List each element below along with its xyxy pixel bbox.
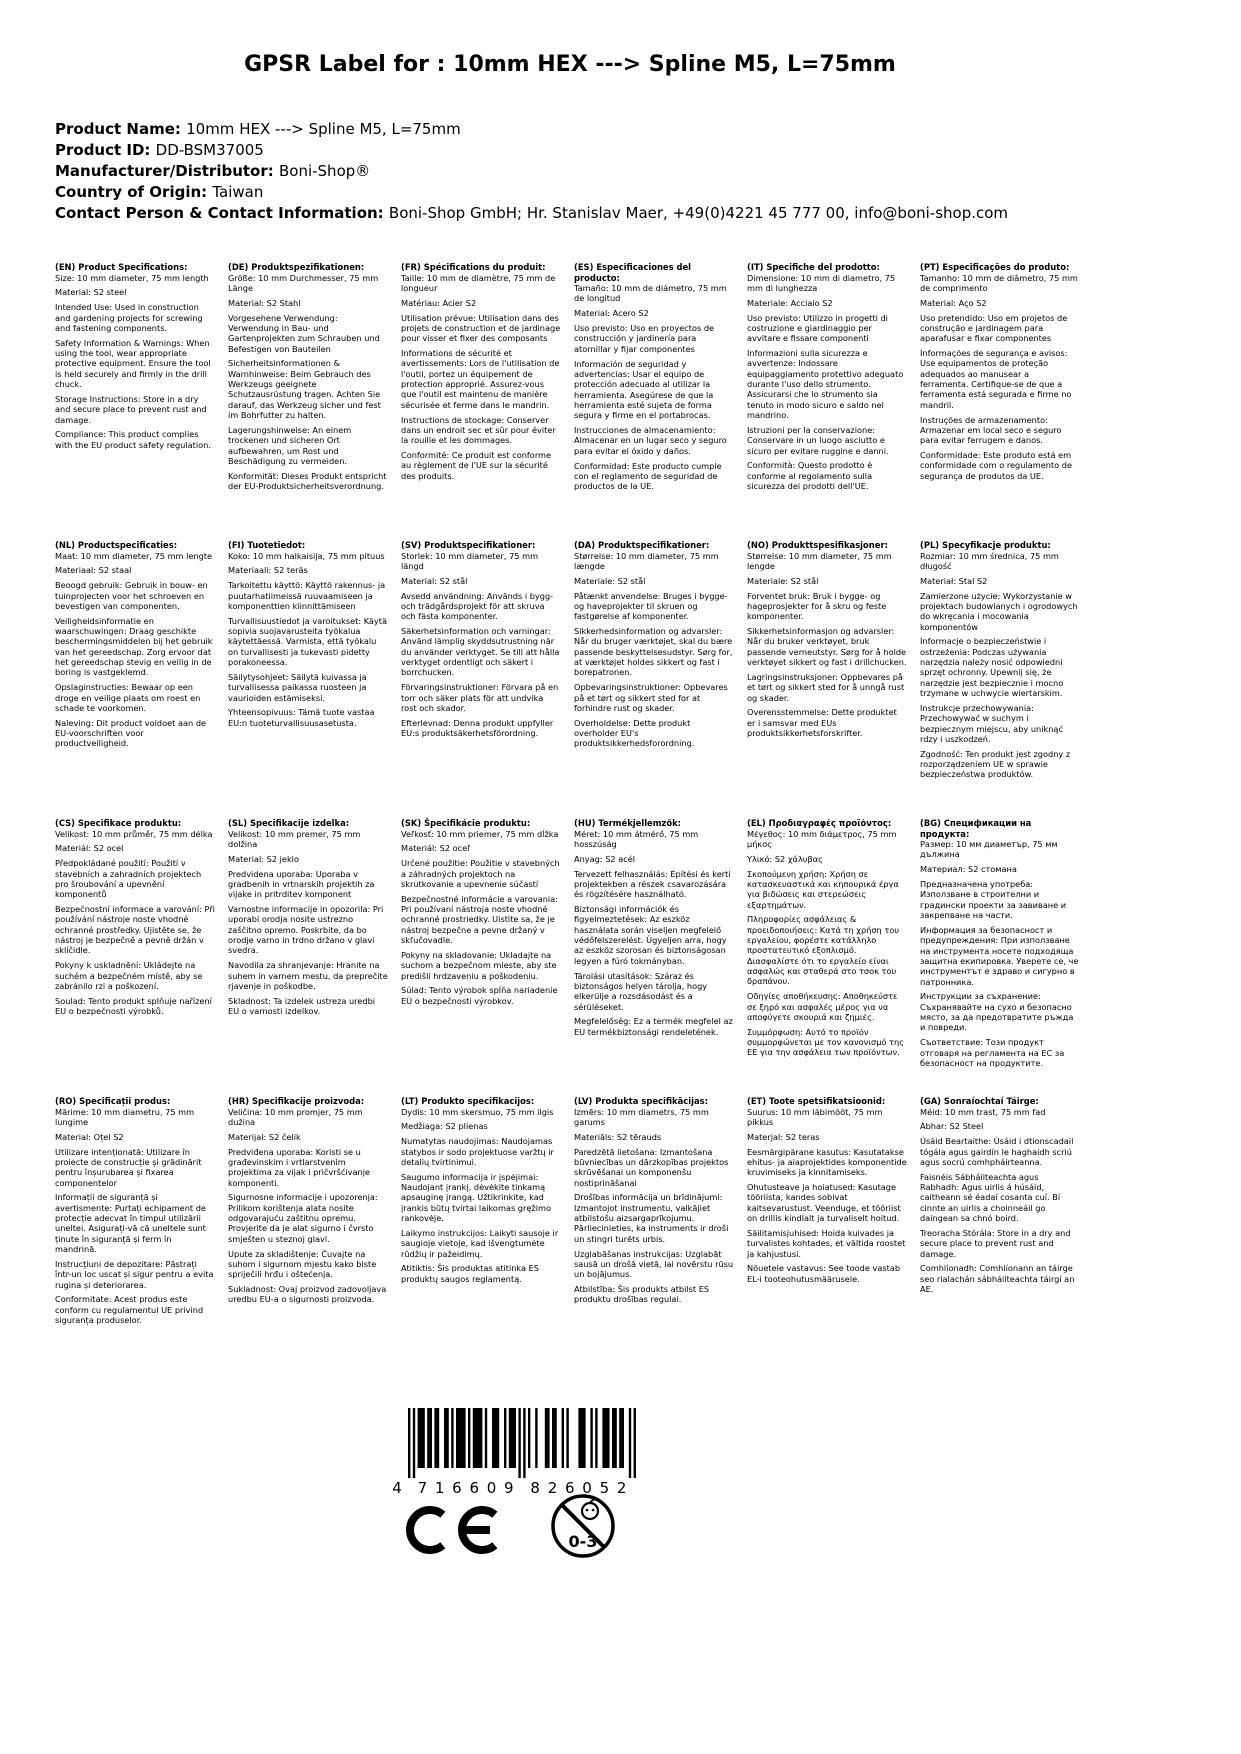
block-paragraph: Matériau: Acier S2: [401, 297, 477, 308]
barcode-bar: [562, 1408, 564, 1468]
block-title: (EN) Product Specifications:: [55, 262, 188, 272]
block-paragraph: Compliance: This product complies with the EU product safety regulation.: [55, 429, 211, 450]
block-paragraph: Maat: 10 mm diameter, 75 mm lengte: [55, 550, 213, 561]
barcode-bar: [427, 1408, 432, 1468]
block-paragraph: Materiaal: S2 staal: [55, 565, 132, 576]
block-paragraph: Úsáid Beartaithe: Úsáid i dtionscadail tógála agus gairdín le haghaidh scriú agus socrú comhpháirteanna.: [920, 1136, 1074, 1167]
block-paragraph: Méid: 10 mm trast, 75 mm fad: [920, 1106, 1046, 1117]
barcode-bar: [485, 1408, 487, 1468]
language-block-pl: [920, 540, 1080, 784]
block-paragraph: Material: S2 Stahl: [228, 297, 301, 308]
language-block-ga: [920, 1096, 1080, 1299]
block-title: (GA) Sonraíochtaí Táirge:: [920, 1096, 1039, 1106]
block-paragraph: Предназначена употреба: Използване в строителни и градински проекти за завиване и закрепване на части.: [920, 879, 1067, 921]
barcode-bar: [566, 1408, 568, 1468]
info-label: Country of Origin:: [55, 183, 213, 201]
block-title: (CS) Specifikace produktu:: [55, 818, 182, 828]
barcode-bar: [535, 1408, 537, 1468]
block-paragraph: Οδηγίες αποθήκευσης: Αποθηκεύστε σε ξηρό και ασφαλές μέρος για να αποφύγετε σκουριά και ζημιές.: [747, 991, 898, 1022]
block-title: (PL) Specyfikacje produktu:: [920, 540, 1051, 550]
language-block-es: [574, 262, 734, 496]
block-paragraph: Instrukcje przechowywania: Przechowywać w suchym i bezpiecznym miejscu, aby uniknąć rdzy i uszkodzeń.: [920, 702, 1063, 744]
barcode-bar: [578, 1408, 585, 1468]
barcode-bar: [456, 1408, 466, 1468]
block-paragraph: Ábhar: S2 Steel: [920, 1121, 984, 1132]
info-value: Taiwan: [212, 183, 264, 201]
block-paragraph: Predviđena uporaba: Koristi se u građevinskim i vrtlarstvenim projektima za vijak i pričvršćivanje komponenti.: [228, 1146, 371, 1188]
block-paragraph: Pokyny na skladovanie: Ukladajte na suchom a bezpečnom mieste, aby ste predišli hrdzaveniu a poškodeniu.: [401, 949, 557, 981]
block-paragraph: Konformität: Dieses Produkt entspricht der EU-Produktsicherheitsverordnung.: [228, 470, 387, 491]
block-paragraph: Vorgesehene Verwendung: Verwendung in Bau- und Gartenprojekten zum Schrauben und Befestigen von Bauteilen: [228, 312, 380, 354]
block-paragraph: Instructions de stockage: Conserver dans un endroit sec et sûr pour éviter la rouille et les dommages.: [401, 414, 556, 446]
block-title: (FI) Tuotetiedot:: [228, 540, 306, 550]
block-paragraph: Overholdelse: Dette produkt overholder EU's produktsikkerhedsforordning.: [574, 717, 695, 749]
block-paragraph: Säilytysohjeet: Säilytä kuivassa ja turvallisessa paikassa ruosteen ja vaurioiden estämiseksi.: [228, 671, 367, 703]
barcode-bar: [492, 1408, 499, 1468]
block-paragraph: Pokyny k uskladnění: Ukládejte na suchém a bezpečném místě, aby se zabránilo rzi a poškození.: [55, 960, 203, 991]
block-paragraph: Material: Oțel S2: [55, 1131, 124, 1142]
block-paragraph: Informations de sécurité et avertissements: Lors de l'utilisation de l'outil, portez un équipement de protection approprié. Assurez-vous que l'outil est maintenu de manière sécurisée et ferme dans le mandrin.: [401, 348, 560, 410]
barcode-svg: [390, 1404, 642, 1498]
block-title: (SK) Špecifikácie produktu:: [401, 818, 531, 828]
language-block-cs: [55, 818, 215, 1021]
block-paragraph: Avsedd användning: Används i bygg- och trädgårdsprojekt för att skruva och fästa komponenter.: [401, 590, 554, 622]
block-paragraph: Paredzētā lietošana: Izmantošana būvniecības un dārzkopības projektos skrūvēšanai un komponenšu nostiprināšanai: [574, 1146, 729, 1188]
block-paragraph: Megfelelőség: Ez a termék megfelel az EU termékbiztonsági rendeletének.: [574, 1016, 733, 1037]
language-block-lv: [574, 1096, 734, 1309]
block-paragraph: Určené použitie: Použitie v stavebných a záhradných projektoch na skrutkovanie a upevnenie súčastí: [401, 858, 560, 889]
block-paragraph: Numatytas naudojimas: Naudojamas statybos ir sodo projektuose varžtų ir detalių tvirtinimui.: [401, 1136, 554, 1167]
block-paragraph: Treoracha Stórála: Store in a dry and secure place to prevent rust and damage.: [920, 1227, 1071, 1259]
block-paragraph: Forventet bruk: Bruk i bygge- og hageprosjekter for å skru og feste komponenter.: [747, 590, 887, 622]
block-title: (RO) Specificații produs:: [55, 1096, 171, 1106]
baby-face-icon: [582, 1503, 598, 1519]
block-paragraph: Sukladnost: Ovaj proizvod zadovoljava uredbu EU-a o sigurnosti proizvoda.: [228, 1284, 387, 1305]
block-paragraph: Förvaringsinstruktioner: Förvara på en torr och säker plats för att undvika rost och skador.: [401, 682, 559, 713]
block-paragraph: Faisnéis Sábháilteachta agus Rabhadh: Agus uirlis á húsáid, caitheann sé éadaí cosanta cuí. Bí cinnte an uirlis a choinneáil go daingean sa chnó boird.: [920, 1171, 1061, 1224]
block-paragraph: Material: S2 steel: [55, 287, 127, 298]
age-range-text: 0-3: [568, 1532, 598, 1551]
info-label: Product ID:: [55, 141, 156, 159]
block-title: (DE) Produktspezifikationen:: [228, 262, 365, 272]
barcode-bar: [408, 1408, 410, 1478]
block-paragraph: Material: Acero S2: [574, 308, 649, 319]
block-paragraph: Tárolási utasítások: Száraz és biztonságos helyen tárolja, hogy elkerülje a rozsdásodást és a sérüléseket.: [574, 970, 708, 1012]
block-paragraph: Informazioni sulla sicurezza e avvertenze: Indossare equipaggiamento protettivo adeguato durante l'uso dello strumento. Assicurarsi che lo strumento sia tenuto in modo sicuro e saldo nel mandrino.: [747, 348, 904, 421]
block-paragraph: Upute za skladištenje: Čuvajte na suhom i sigurnom mjestu kako biste spriječili hrđu i oštećenja.: [228, 1248, 377, 1280]
language-block-da: [574, 540, 734, 753]
block-paragraph: Eesmärgipärane kasutus: Kasutatakse ehitus- ja aiaprojektides komponentide kruvimiseks ja kinnitamiseks.: [747, 1146, 907, 1178]
block-paragraph: Bezpečnostné informácie a varovania: Pri používaní nástroja noste vhodné ochranné prostriedky. Uistite sa, že je nástroj bezpečne a pevne držaný v skľučovadle.: [401, 893, 558, 946]
barcode-bar: [434, 1408, 439, 1468]
barcode-bar: [473, 1408, 483, 1468]
block-title: (IT) Specifiche del prodotto:: [747, 262, 880, 272]
block-paragraph: Dydis: 10 mm skersmuo, 75 mm ilgis: [401, 1106, 554, 1117]
block-paragraph: Πληροφορίες ασφάλειας & προειδοποιήσεις: Κατά τη χρήση του εργαλείου, φορέστε κατάλληλο προστατευτικό εξοπλισμό. Διασφαλίστε ότι το εργαλείο είναι ασφαλώς και σταθερά στο τσοκ του δραπάνου.: [747, 914, 899, 987]
block-paragraph: Veiligheidsinformatie en waarschuwingen: Draag geschikte beschermingsmiddelen bij het gebruik van het gereedschap. Zorg ervoor dat het gereedschap stevig en veilig in de boring is vastgeklemd.: [55, 615, 213, 678]
block-paragraph: Tervezett felhasználás: Építési és kerti projektekben a részek csavarozására és rögzítésére használható.: [574, 868, 731, 900]
block-paragraph: Μέγεθος: 10 mm διάμετρος, 75 mm μήκος: [747, 828, 897, 849]
barcode-bar: [634, 1408, 636, 1478]
block-paragraph: Comhlíonadh: Comhlíonann an táirge seo rialachán sábháilteachta táirgí an AE.: [920, 1263, 1075, 1294]
block-paragraph: Drošības informācija un brīdinājumi: Izmantojot instrumentu, valkājiet atbilstošu aizsargaprīkojumu. Pārliecinieties, ka instruments ir droši un stingri turēts urbis.: [574, 1192, 729, 1244]
block-paragraph: Koko: 10 mm halkaisija, 75 mm pituus: [228, 550, 385, 561]
block-paragraph: Atitiktis: Šis produktas atitinka ES produktų saugos reglamentą.: [401, 1263, 539, 1284]
block-paragraph: Conformidad: Este producto cumple con el reglamento de seguridad de productos de la UE.: [574, 460, 722, 492]
barcode-bar: [528, 1408, 530, 1468]
block-paragraph: Utilisation prévue: Utilisation dans des projets de construction et de jardinage pour visser et fixer des composants: [401, 312, 561, 344]
barcode-bar: [418, 1408, 425, 1468]
block-paragraph: Υλικό: S2 χάλυβας: [747, 853, 823, 864]
block-paragraph: Materiaali: S2 teräs: [228, 565, 308, 576]
language-block-el: [747, 818, 907, 1062]
block-paragraph: Varnostne informacije in opozorila: Pri uporabi orodja nosite ustrezno zaščitno opremo. Poskrbite, da bo orodje varno in trdno držano v glavi svedra.: [228, 904, 384, 956]
block-paragraph: Размер: 10 мм диаметър, 75 мм дължина: [920, 839, 1058, 860]
product-info-row: [55, 161, 1008, 182]
block-paragraph: Predvidena uporaba: Uporaba v gradbenih in vrtnarskih projektih za vijake in pritrditev komponent: [228, 868, 375, 900]
product-info: [55, 119, 1008, 224]
product-info-row: [55, 203, 1008, 224]
block-paragraph: Soulad: Tento produkt splňuje nařízení EU o bezpečnosti výrobků.: [55, 995, 212, 1016]
block-paragraph: Nõuetele vastavus: See toode vastab EL-i tooteohutusmäärusele.: [747, 1263, 901, 1284]
block-paragraph: Turvallisuustiedot ja varoitukset: Käytä sopivia suojavarusteita työkalua käytettäessä. Varmista, että työkalu on turvallisesti ja tukevasti pidetty porakoneessa.: [228, 615, 388, 668]
block-paragraph: Instrucciones de almacenamiento: Almacenar en un lugar seco y seguro para evitar el óxido y daños.: [574, 425, 727, 456]
block-paragraph: Beoogd gebruik: Gebruik in bouw- en tuinprojecten voor het schroeven en bevestigen van componenten.: [55, 580, 208, 611]
block-title: (SV) Produktspecifikationer:: [401, 540, 536, 550]
ce-mark: [405, 1503, 515, 1561]
block-paragraph: Izmērs: 10 mm diametrs, 75 mm garums: [574, 1106, 709, 1127]
barcode-bar: [629, 1408, 631, 1478]
block-paragraph: Materiale: Acciaio S2: [747, 297, 833, 308]
block-paragraph: Lagringsinstruksjoner: Oppbevares på et tørt og sikkert sted for å unngå rust og skader.: [747, 671, 905, 703]
block-paragraph: Zamierzone użycie: Wykorzystanie w projektach budowlanych i ogrodowych do wkręcania i mocowania komponentów: [920, 590, 1078, 632]
block-paragraph: Opbevaringsinstruktioner: Opbevares på et tørt og sikkert sted for at forhindre rust og skader.: [574, 682, 728, 713]
language-block-no: [747, 540, 907, 743]
block-paragraph: Naleving: Dit product voldoet aan de EU-voorschriften voor productveiligheid.: [55, 717, 207, 749]
barcode-bar: [545, 1408, 550, 1468]
language-block-lt: [401, 1096, 561, 1289]
block-paragraph: Overensstemmelse: Dette produktet er i samsvar med EUs produktsikkerhetsforskrifter.: [747, 707, 897, 738]
block-paragraph: Σκοπούμενη χρήση: Χρήση σε κατασκευαστικά και κηπουρικά έργα για βιδώσεις και στερεώσεις εξαρτημάτων.: [747, 868, 899, 910]
block-paragraph: Materiāls: S2 tērauds: [574, 1131, 662, 1142]
language-block-hr: [228, 1096, 388, 1309]
barcode-bar: [590, 1408, 592, 1468]
block-title: (EL) Προδιαγραφές προϊόντος:: [747, 818, 892, 828]
block-paragraph: Conformidade: Este produto está em conformidade com o regulamento de segurança de produtos da UE.: [920, 450, 1072, 481]
barcode-bar: [468, 1408, 470, 1468]
product-info-row: [55, 182, 1008, 203]
language-block-sk: [401, 818, 561, 1011]
block-paragraph: Säkerhetsinformation och varningar: Använd lämplig skyddsutrustning när du använder verktyget. Se till att hålla verktyget ordentligt och säkert i borrchucken.: [401, 626, 560, 678]
language-block-it: [747, 262, 907, 496]
block-title: (LV) Produkta specifikācijas:: [574, 1096, 708, 1106]
info-value: Boni-Shop®: [278, 162, 371, 180]
block-paragraph: Påtænkt anvendelse: Bruges i bygge- og haveprojekter til skruen og fastgørelse af komponenter.: [574, 590, 728, 622]
block-paragraph: Biztonsági információk és figyelmeztetések: Az eszköz használata során viseljen megfelelő védőfelszerelést. Ügyeljen arra, hogy az eszköz szorosan és biztonságosan legyen a fúró tokmányban.: [574, 904, 727, 966]
language-block-sv: [401, 540, 561, 743]
block-paragraph: Size: 10 mm diameter, 75 mm length: [55, 272, 209, 283]
block-paragraph: Bezpečnostní informace a varování: Při používání nástroje noste vhodné ochranné prostředky. Ujistěte se, že nástroj je bezpečně a pevně držán v sklíčidle.: [55, 904, 215, 956]
block-paragraph: Conformità: Questo prodotto è conforme al regolamento sulla sicurezza dei prodotti dell'UE.: [747, 460, 873, 491]
language-block-sl: [228, 818, 388, 1021]
block-paragraph: Materjal: S2 teras: [747, 1131, 820, 1142]
block-paragraph: Navodila za shranjevanje: Hranite na suhem in varnem mestu, da preprečite rjavenje in poškodbe.: [228, 960, 388, 991]
info-label: Contact Person & Contact Information:: [55, 204, 389, 222]
ce-letter-c: [410, 1510, 443, 1550]
block-paragraph: Materijal: S2 čelik: [228, 1131, 301, 1142]
language-block-ro: [55, 1096, 215, 1330]
barcode-bar: [509, 1408, 516, 1468]
block-title: (BG) Спецификации на продукта:: [920, 818, 1032, 839]
block-paragraph: Yhteensopivuus: Tämä tuote vastaa EU:n tuoteturvallisuusasetusta.: [228, 707, 375, 728]
block-paragraph: Taille: 10 mm de diamètre, 75 mm de longueur: [401, 272, 556, 293]
block-paragraph: Laikymo instrukcijos: Laikyti sausoje ir saugioje vietoje, kad išvengtumėte rūdžių ir pažeidimų.: [401, 1227, 559, 1259]
block-title: (FR) Spécifications du produit:: [401, 262, 546, 272]
block-paragraph: Størrelse: 10 mm diameter, 75 mm lengde: [747, 550, 892, 571]
barcode-bar: [619, 1408, 624, 1468]
age-warning-icon: [548, 1488, 618, 1564]
age-warning-mark: [548, 1488, 618, 1568]
block-paragraph: Rozmiar: 10 mm średnica, 75 mm długość: [920, 550, 1059, 571]
block-paragraph: Materiál: S2 ocel: [55, 843, 124, 854]
block-paragraph: Material: S2 jeklo: [228, 853, 299, 864]
block-paragraph: Uso previsto: Uso en proyectos de construcción y jardinería para atornillar y fijar componentes: [574, 323, 715, 354]
block-paragraph: Utilizare intenționată: Utilizare în proiecte de construcție și grădinărit pentru înșurubarea și fixarea componentelor: [55, 1146, 202, 1188]
block-paragraph: Informații de siguranță și avertismente: Purtați echipament de protecție adecvat în timpul utilizării uneltei. Asigurați-vă că uneltele sunt ținute în siguranță și ferm în mandrină.: [55, 1192, 206, 1255]
block-paragraph: Suurus: 10 mm läbimõõt, 75 mm pikkus: [747, 1106, 883, 1127]
language-block-et: [747, 1096, 907, 1289]
block-paragraph: Safety Information & Warnings: When using the tool, wear appropriate protective equipment. Ensure the tool is held securely and firmly in the drill chuck.: [55, 337, 211, 390]
block-title: (PT) Especificações do produto:: [920, 262, 1070, 272]
block-paragraph: Atbilstība: Šis produkts atbilst ES produktu drošības regulai.: [574, 1284, 710, 1305]
block-paragraph: Größe: 10 mm Durchmesser, 75 mm Länge: [228, 272, 379, 293]
language-block-pt: [920, 262, 1080, 485]
product-info-row: [55, 119, 1008, 140]
block-paragraph: Uso pretendido: Uso em projetos de construção e jardinagem para aparafusar e fixar componentes: [920, 312, 1068, 344]
block-paragraph: Material: S2 stål: [401, 575, 468, 586]
block-paragraph: Tarkoitettu käyttö: Käyttö rakennus- ja puutarhatiimeissä ruuvaamiseen ja komponenttien kiinnittämiseen: [228, 580, 386, 611]
language-block-en: [55, 262, 215, 455]
block-paragraph: Anyag: S2 acél: [574, 853, 636, 864]
block-paragraph: Istruzioni per la conservazione: Conservare in un luogo asciutto e sicuro per evitare ruggine e danni.: [747, 424, 889, 456]
block-paragraph: Materiale: S2 stål: [574, 575, 646, 586]
language-block-hu: [574, 818, 734, 1041]
product-info-row: [55, 140, 1008, 161]
block-paragraph: Material: Aço S2: [920, 297, 987, 308]
info-label: Manufacturer/Distributor:: [55, 162, 279, 180]
block-paragraph: Zgodność: Ten produkt jest zgodny z rozporządzeniem UE w sprawie bezpieczeństwa produktów.: [920, 748, 1071, 780]
language-block-bg: [920, 818, 1080, 1073]
block-paragraph: Instrucțiuni de depozitare: Păstrați într-un loc uscat și sigur pentru a evita rugina și deteriorarea.: [55, 1258, 214, 1290]
language-grid: [55, 262, 1085, 1374]
block-paragraph: Mărime: 10 mm diametru, 75 mm lungime: [55, 1106, 195, 1127]
block-paragraph: Veličina: 10 mm promjer, 75 mm dužina: [228, 1106, 363, 1127]
barcode-bar: [552, 1408, 557, 1468]
block-paragraph: Инструкции за съхранение: Съхранявайте на сухо и безопасно място, за да предотвратите ръжда и повреди.: [920, 991, 1074, 1033]
block-paragraph: Lagerungshinweise: An einem trockenen und sicheren Ort aufbewahren, um Rost und Beschädigung zu vermeiden.: [228, 424, 352, 466]
barcode-digits-left: 716609: [417, 1479, 514, 1497]
info-value: 10mm HEX ---> Spline M5, L=75mm: [186, 120, 461, 138]
block-title: (HR) Specifikacije proizvoda:: [228, 1096, 365, 1106]
barcode-bar: [444, 1408, 449, 1468]
block-paragraph: Sicherheitsinformationen & Warnhinweise: Beim Gebrauch des Werkzeugs geeignete Schutzausrüstung tragen. Achten Sie darauf, das Werkzeug sicher und fest im Bohrfutter zu halten.: [228, 358, 381, 421]
barcode-bar: [518, 1408, 520, 1478]
block-paragraph: Conformitate: Acest produs este conform cu regulamentul UE privind siguranța produselor.: [55, 1294, 204, 1325]
info-value: Boni-Shop GmbH; Hr. Stanislav Maer, +49(0)4221 45 777 00, info@boni-shop.com: [388, 204, 1009, 222]
barcode-bar: [504, 1408, 506, 1468]
block-paragraph: Sikkerhetsinformasjon og advarsler: Når du bruker verktøyet, bruk passende verneutstyr. Sørg for å holde verktøyet sikkert og fast i drillchucken.: [747, 626, 907, 668]
barcode-digits-right: 826052: [530, 1479, 627, 1497]
block-title: (HU) Termékjellemzők:: [574, 818, 682, 828]
block-paragraph: Conformité: Ce produit est conforme au règlement de l'UE sur la sécurité des produits.: [401, 450, 552, 481]
block-paragraph: Materiale: S2 stål: [747, 575, 819, 586]
barcode-bar: [602, 1408, 609, 1468]
block-paragraph: Medžiaga: S2 plienas: [401, 1121, 488, 1132]
barcode-bar: [612, 1408, 617, 1468]
block-paragraph: Súlad: Tento výrobok spĺňa nariadenie EÚ o bezpečnosti výrobkov.: [401, 985, 558, 1006]
block-paragraph: Tamanho: 10 mm de diâmetro, 75 mm de comprimento: [920, 272, 1078, 293]
block-paragraph: Uzglabāšanas instrukcijas: Uzglabāt sausā un drošā vietā, lai novērstu rūsu un bojājumus.: [574, 1248, 734, 1280]
barcode-bar: [595, 1408, 597, 1468]
language-block-fi: [228, 540, 388, 733]
block-paragraph: Материал: S2 стомана: [920, 864, 1017, 875]
block-paragraph: Størrelse: 10 mm diameter, 75 mm længde: [574, 550, 719, 571]
block-paragraph: Съответствие: Този продукт отговаря на регламента на ЕС за безопасност на продуктите.: [920, 1037, 1065, 1068]
block-paragraph: Informacje o bezpieczeństwie i ostrzeżenia: Podczas używania narzędzia należy nosić odpowiedni sprzęt ochronny. Upewnij się, że narzędzie jest bezpiecznie i mocno trzymane w uchwycie wiertarskim.: [920, 636, 1064, 699]
block-paragraph: Ohutusteave ja hoiatused: Kasutage tööriista, kandes sobivat kaitsevarustust. Veenduge, et tööriist on drillis kindlalt ja turvaliselt hoitud.: [747, 1182, 901, 1224]
block-paragraph: Intended Use: Used in construction and gardening projects for screwing and fastening components.: [55, 302, 203, 333]
block-paragraph: Información de seguridad y advertencias: Usar el equipo de protección adecuado al utilizar la herramienta. Asegúrese de que la herramienta esté sujeta de forma segura y firme en el portabrocas.: [574, 358, 714, 421]
language-block-fr: [401, 262, 561, 485]
block-paragraph: Veľkosť: 10 mm priemer, 75 mm dĺžka: [401, 828, 559, 839]
block-title: (SL) Specifikacije izdelka:: [228, 818, 350, 828]
block-paragraph: Συμμόρφωση: Αυτό το προϊόν συμμορφώνεται με τον κανονισμό της ΕΕ για την ασφάλεια των προϊόντων.: [747, 1026, 904, 1058]
block-title: (ES) Especificaciones del producto:: [574, 262, 692, 283]
block-paragraph: Materiál: S2 oceľ: [401, 843, 471, 854]
info-label: Product Name:: [55, 120, 187, 138]
block-paragraph: Méret: 10 mm átmérő, 75 mm hosszúság: [574, 828, 699, 849]
language-block-nl: [55, 540, 215, 753]
block-paragraph: Информация за безопасност и предупреждения: При използване на инструмента носете подходяща защитна екипировка. Уверете се, че инструментът е здраво и сигурно в патронника.: [920, 924, 1079, 987]
block-paragraph: Storlek: 10 mm diameter, 75 mm längd: [401, 550, 539, 571]
block-paragraph: Velikost: 10 mm premer, 75 mm dolžina: [228, 828, 361, 849]
block-paragraph: Opslaginstructies: Bewaar op een droge en veilige plaats om roest en schade te voorkomen.: [55, 682, 201, 713]
block-paragraph: Saugumo informacija ir įspėjimai: Naudojant įrankį, dėvėkite tinkamą apsauginę įrangą. Užtikrinkite, kad įrankis būtų tvirtai laikomas gręžimo rankovėje.: [401, 1171, 551, 1224]
block-paragraph: Sikkerhedsinformation og advarsler: Når du bruger værktøjet, skal du bære passende beskyttelsesudstyr. Sørg for, at værktøjet holdes sikkert og fast i borepatronen.: [574, 626, 733, 678]
barcode-bar: [523, 1408, 525, 1478]
block-title: (LT) Produkto specifikacijos:: [401, 1096, 535, 1106]
block-paragraph: Informações de segurança e avisos: Use equipamentos de proteção adequados ao manusear a ferramenta. Certifique-se de que a ferramenta está segurada e firme no mandril.: [920, 348, 1072, 410]
block-paragraph: Efterlevnad: Denna produkt uppfyller EU:s produktsäkerhetsförordning.: [401, 717, 554, 738]
language-block-de: [228, 262, 388, 496]
barcode-bar: [413, 1408, 415, 1478]
block-paragraph: Storage Instructions: Store in a dry and secure place to prevent rust and damage.: [55, 393, 207, 425]
block-paragraph: Velikost: 10 mm průměr, 75 mm délka: [55, 828, 213, 839]
block-title: (DA) Produktspecifikationer:: [574, 540, 710, 550]
block-paragraph: Předpokládané použití: Použití v stavebních a zahradních projektech pro šroubování a upevnění komponentů: [55, 858, 202, 900]
block-paragraph: Instruções de armazenamento: Armazenar em local seco e seguro para evitar ferrugem e danos.: [920, 414, 1062, 446]
block-title: (ET) Toote spetsifikatsioonid:: [747, 1096, 886, 1106]
block-paragraph: Skladnost: Ta izdelek ustreza uredbi EU o varnosti izdelkov.: [228, 995, 376, 1016]
block-paragraph: Dimensione: 10 mm di diametro, 75 mm di lunghezza: [747, 272, 896, 293]
info-value: DD-BSM37005: [155, 141, 264, 159]
block-title: (NO) Produkttspesifikasjoner:: [747, 540, 888, 550]
ce-mark-icon: [405, 1503, 515, 1557]
block-paragraph: Säilitamisjuhised: Hoida kuivades ja turvalistes kohtades, et vältida roostet ja kahjustusi.: [747, 1227, 906, 1259]
block-paragraph: Materiał: Stal S2: [920, 575, 988, 586]
page-title: GPSR Label for : 10mm HEX ---> Spline M5, L=75mm: [244, 52, 896, 77]
barcode-digit-first: 4: [392, 1479, 402, 1497]
block-paragraph: Uso previsto: Utilizzo in progetti di costruzione e giardinaggio per avvitare e fissare componenti: [747, 312, 888, 344]
block-title: (NL) Productspecificaties:: [55, 540, 178, 550]
barcode-bar: [451, 1408, 453, 1468]
block-paragraph: Sigurnosne informacije i upozorenja: Prilikom korištenja alata nosite odgovarajuću zaštitnu opremu. Provjerite da je alat sigurno i čvrsto smješten u steznoj glavi.: [228, 1192, 378, 1244]
block-paragraph: Tamaño: 10 mm de diámetro, 75 mm de longitud: [574, 283, 727, 304]
